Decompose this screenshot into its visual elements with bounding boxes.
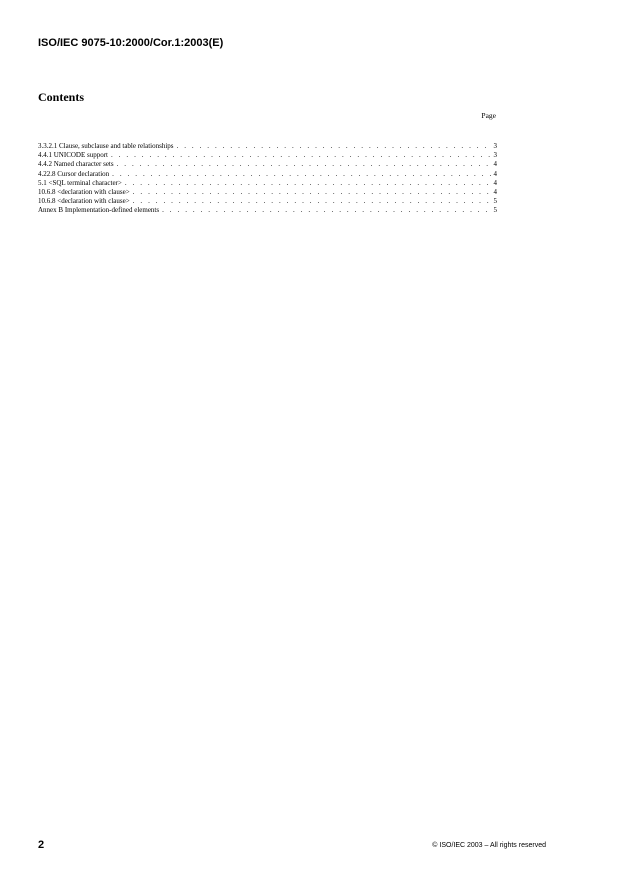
toc-leader-dots (133, 188, 492, 197)
toc-entry-label: 4.22.8 Cursor declaration (38, 169, 110, 178)
toc-leader-dots (125, 179, 492, 188)
contents-heading: Contents (38, 90, 85, 104)
toc-entry-label: 4.4.2 Named character sets (38, 160, 114, 169)
toc-entry[interactable] (38, 142, 497, 151)
toc-entry-label: 5.1 <SQL terminal character> (38, 178, 122, 187)
toc-entry-page: 3 (493, 151, 497, 160)
footer-page-number: 2 (38, 839, 45, 851)
toc-entry-label: 10.6.8 <declaration with clause> (38, 197, 130, 206)
document-header-id: ISO/IEC 9075-10:2000/Cor.1:2003(E) (38, 37, 224, 49)
toc-entry-page: 4 (493, 187, 497, 196)
toc-entry[interactable] (38, 151, 497, 160)
toc-entry[interactable] (38, 170, 497, 179)
toc-entry[interactable] (38, 206, 497, 215)
toc-leader-dots (111, 151, 492, 160)
table-of-contents (38, 142, 497, 216)
toc-entry[interactable] (38, 179, 497, 188)
toc-entry-page: 4 (493, 178, 497, 187)
toc-entry[interactable] (38, 197, 497, 206)
toc-leader-dots (117, 160, 492, 169)
toc-entry-label: 3.3.2.1 Clause, subclause and table relationships (38, 142, 174, 150)
toc-entry-page: 3 (493, 142, 497, 150)
toc-leader-dots (162, 206, 491, 215)
toc-entry-label: Annex B Implementation-defined elements (38, 206, 160, 215)
page-column-label: Page (481, 111, 496, 120)
toc-entry[interactable] (38, 188, 497, 197)
toc-leader-dots (112, 170, 491, 179)
toc-entry-page: 5 (493, 197, 497, 206)
toc-leader-dots (177, 142, 492, 151)
toc-entry-label: 10.6.8 <declaration with clause> (38, 187, 130, 196)
toc-entry-page: 5 (493, 206, 497, 215)
toc-entry-page: 4 (493, 160, 497, 169)
footer-copyright: © ISO/IEC 2003 – All rights reserved (432, 842, 546, 849)
toc-entry-label: 4.4.1 UNICODE support (38, 151, 108, 160)
toc-entry-page: 4 (493, 169, 497, 178)
toc-leader-dots (133, 197, 492, 206)
toc-entry[interactable] (38, 160, 497, 169)
